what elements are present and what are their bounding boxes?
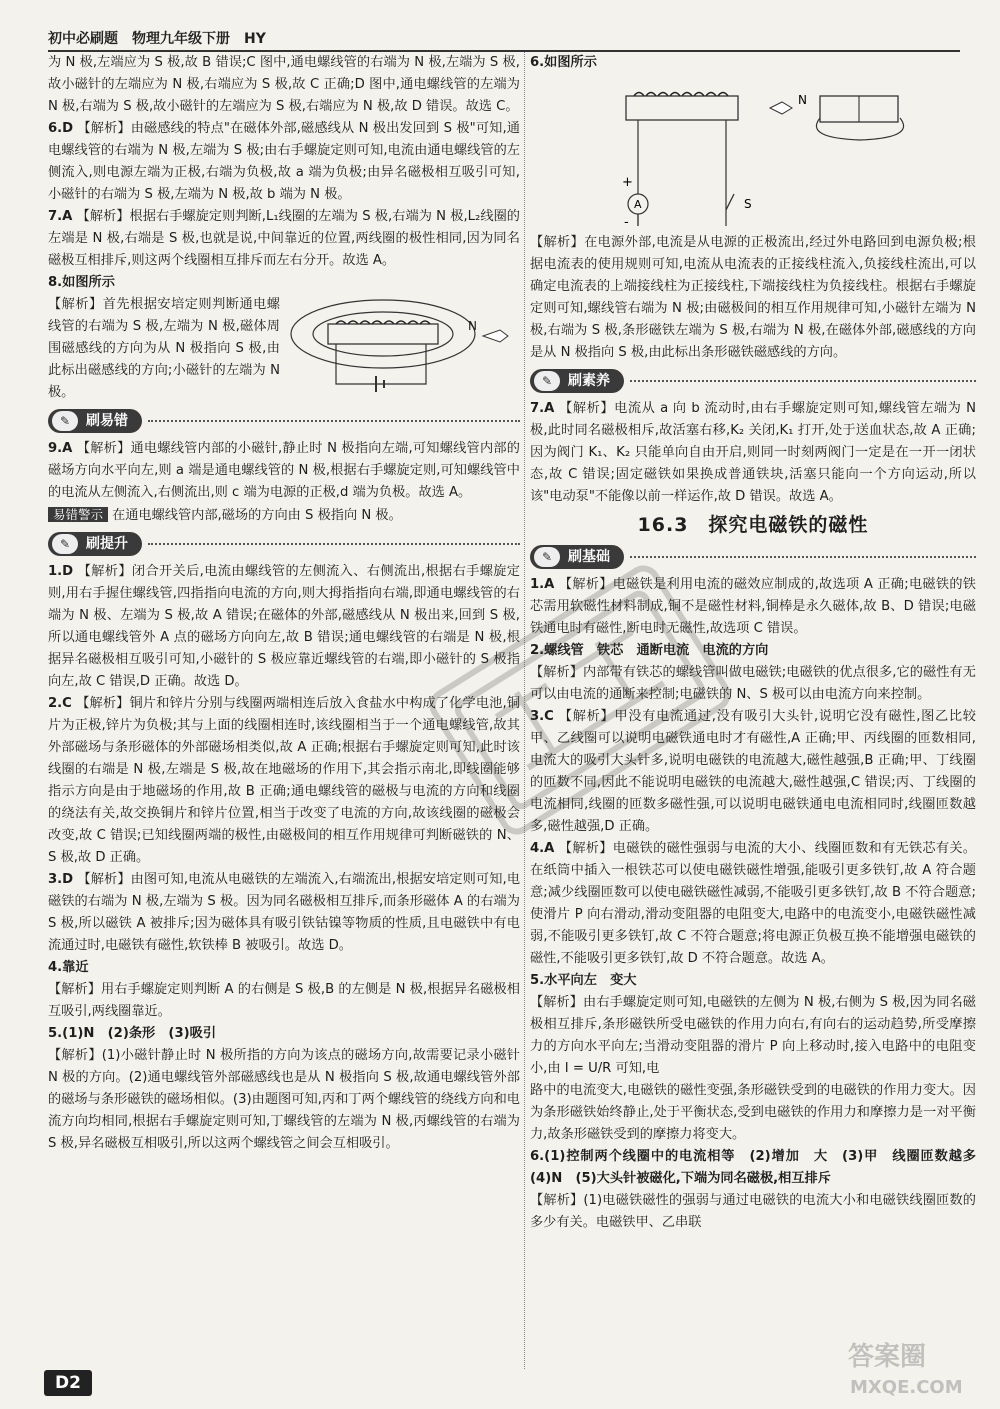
brush-icon: ✎: [52, 534, 78, 554]
answer-label: 9.A: [48, 441, 73, 456]
warning-note: [48, 504, 520, 527]
basic-answer-6-text: 【解析】(1)电磁铁磁性的强弱与通过电磁铁的电流大小和电磁铁线圈匝数的多少有关。电磁铁甲、乙串联: [530, 1193, 976, 1230]
brush-icon: ✎: [534, 371, 560, 391]
page-number: D2: [44, 1370, 92, 1396]
ammeter-label: A: [634, 198, 642, 211]
improve-answer-1: [48, 561, 520, 693]
answer-8-block: [48, 294, 520, 404]
literacy-answer-7: [530, 398, 976, 508]
plus-sign: +: [622, 175, 633, 190]
answer-8-title: 8.如图所示: [48, 275, 115, 290]
answer-label: 1.D: [48, 564, 74, 579]
basic-answer-3: [530, 706, 976, 838]
banner-easy-error: [48, 408, 520, 434]
answer-6: [48, 118, 520, 206]
paragraph-continued: 为 N 极,左端应为 S 极,故 B 错误;C 图中,通电螺线管的右端为 N 极,左端为 S 极,故小磁针的左端应为 N 极,右端应为 S 极,故 C 正确;D 图中,通电螺线管的左端为 N 极,右端为 S 极,故小磁针的左端应为 S 极,右端应为 N 极,故 D 错误。故选 C。: [48, 55, 520, 114]
improve-answer-3: [48, 869, 520, 957]
banner-basic: [530, 544, 976, 570]
improve-answer-4-label: 4.靠近: [48, 960, 89, 975]
left-column: [48, 52, 520, 1155]
banner-label: 刷基础: [568, 549, 610, 565]
right-column: [530, 52, 990, 1234]
basic-answer-2-label: 2.螺线管 铁芯 通断电流 电流的方向: [530, 643, 769, 658]
answer-text: 【解析】闭合开关后,电流由螺线管的左侧流入、右侧流出,根据右手螺旋定则,用右手握住螺线管,四指指向电流的方向,则大拇指指向右端,即通电螺线管的右端为 N 极、左端为 S 极,故 A 错误;在磁体的外部,磁感线从 N 极出来,回到 S 极,所以通电螺线管外 A 点的磁场方向向左,故 B 错误;通电螺线管的右端是 N 极,根据异名磁极相互吸引可知,小磁针的 S 极应靠近螺线管的右端,即小磁针的 S 极指向左,故 C 错误,D 正确。故选 D。: [48, 564, 520, 689]
answer-text: 【解析】由图可知,电流从电磁铁的左端流入,右端流出,根据安培定则可知,电磁铁的右端为 N 极,左端为 S 极。因为同名磁极相互排斥,而条形磁体 A 的右端为 S 极,所以磁铁 A 被排斥;因为磁体具有吸引铁钴镍等物质的性质,且电磁铁中有电流通过时,电磁铁有磁性,软铁棒 B 被吸引。故选 D。: [48, 872, 521, 953]
answer-6-text: 【解析】在电源外部,电流是从电源的正极流出,经过外电路回到电源负极;根据电流表的使用规则可知,电流从电流表的正接线柱流入,负接线柱流出,可以确定电流表的上端接线柱为正接线柱,下端接线柱为负接线柱。根据右手螺旋定则可知,螺线管右端为 N 极;由磁极间的相互作用规律可知,小磁针左端为 N 极,右端为 S 极,条形磁铁左端为 S 极,右端为 N 极,在磁体外部,磁感线的方向是从 N 极指向 S 极,由此标出条形磁铁磁感线的方向。: [530, 235, 976, 360]
page-header: [48, 28, 960, 48]
warning-tag: 易错警示: [48, 507, 108, 522]
figure-n-label: N: [468, 319, 477, 333]
banner-label: 刷素养: [568, 373, 610, 389]
minus-sign: -: [624, 215, 629, 226]
basic-answer-1: [530, 574, 976, 640]
improve-answer-5-text: 【解析】(1)小磁针静止时 N 极所指的方向为该点的磁场方向,故需要记录小磁针 N 极的方向。(2)通电螺线管外部磁感线也是从 N 极指向 S 极,故通电螺线管外部的磁场与条形磁铁的磁场相似。(3)由题图可知,丙和丁两个螺线管的绕线方向和电流方向均相同,根据右手螺旋定则可知,丁螺线管的左端为 N 极,丙螺线管的右端为 S 极,异名磁极互相吸引,所以这两个螺线管之间会互相吸引。: [48, 1048, 520, 1151]
answer-text: 【解析】根据右手螺旋定则判断,L₁线圈的左端为 S 极,右端为 N 极,L₂线圈的左端是 N 极,右端是 S 极,也就是说,中间靠近的位置,两线圈的极性相同,因为同名磁极互相排斥,则这两个线圈相互排斥而左右分开。故选 A。: [48, 209, 520, 268]
banner-literacy: [530, 368, 976, 394]
answer-text: 【解析】通电螺线管内部的小磁针,静止时 N 极指向左端,可知螺线管内部的磁场方向水平向左,则 a 端是通电螺线管的 N 极,根据右手螺旋定则,可知螺线管中的电流从左侧流入,右侧流出,则 c 端为电源的正极,d 端为负极。故选 A。: [48, 441, 520, 500]
solenoid-figure: [288, 294, 514, 404]
answer-text: 【解析】铜片和锌片分别与线圈两端相连后放入食盐水中构成了化学电池,铜片为正极,锌片为负极;其与上面的线圈相连时,该线圈相当于一个通电螺线管,故其外部磁场与条形磁体的外部磁场相类似,故 A 正确;根据右手螺旋定则可知,此时该线圈的右端是 N 极,左端是 S 极,故在地磁场的作用下,其会指示南北,即线圈能够指示方向是由于地磁场的作用,故 B 正确;通电螺线管的磁极与电流的方向和线圈的绕法有关,故交换铜片和锌片位置,相当于改变了电流的方向,故该线圈的磁极会改变,故 C 错误;已知线圈两端的极性,由磁极间的相互作用规律可判断磁铁的 N、S 极,故 D 正确。: [48, 696, 520, 865]
basic-answer-5-text-b: 路中的电流变大,电磁铁的磁性变强,条形磁铁受到的电磁铁的作用力变大。因为条形磁铁始终静止,处于平衡状态,受到电磁铁的作用力和摩擦力是一对平衡力,故条形磁铁受到的摩擦力将变大。: [530, 1083, 976, 1142]
banner-label: 刷提升: [86, 536, 128, 552]
answer-label: 1.A: [530, 577, 555, 592]
answer-text: 【解析】电流从 a 向 b 流动时,由右手螺旋定则可知,螺线管左端为 N 极,此时同名磁极相斥,故活塞右移,K₂ 关闭,K₁ 打开,处于送血状态,故 A 正确;因为阀门 K₁、K₂ 只能单向自由开启,则同一时刻两阀门一定是在一开一闭状态,故 C 错误;固定磁铁如果换成普通铁块,活塞只能向一个方向运动,所以该"电动泵"不能像以前一样运作,故 D 错误。故选 A。: [530, 401, 976, 504]
banner-label: 刷易错: [86, 413, 128, 429]
answer-text: 【解析】电磁铁的磁性强弱与电流的大小、线圈匝数和有无铁芯有关。在纸筒中插入一根铁芯可以使电磁铁磁性增强,能吸引更多铁钉,故 A 符合题意;减少线圈匝数可以使电磁铁磁性减弱,不能吸引更多铁钉,故 B 不符合题意;使滑片 P 向右滑动,滑动变阻器的电阻变大,电路中的电流变小,电磁铁磁性减弱,不能吸引更多铁钉,故 C 不符合题意;将电源正负极互换不能增强电磁铁的磁性,不能吸引更多铁钉,故 D 不符合题意。故选 A。: [530, 841, 976, 966]
basic-answer-5-text-a: 【解析】由右手螺旋定则可知,电磁铁的左侧为 N 极,右侧为 S 极,因为同名磁极相互排斥,条形磁铁所受电磁铁的作用力向右,有向右的运动趋势,所受摩擦力的方向水平向左;当滑动变阻器的滑片 P 向上移动时,接入电路中的电阻变小,由 I = U/R 可知,电: [530, 995, 976, 1076]
answer-8-text: 【解析】首先根据安培定则判断通电螺线管的右端为 S 极,左端为 N 极,磁体周围磁感线的方向为从 N 极指向 S 极,由此标出磁感线的方向;小磁针的左端为 N 极。: [48, 297, 280, 400]
brush-icon: ✎: [534, 547, 560, 567]
improve-answer-2: [48, 693, 520, 869]
answer-9: [48, 438, 520, 504]
answer-label: 7.A: [530, 401, 555, 416]
answer-text: 【解析】甲没有电流通过,没有吸引大头针,说明它没有磁性,图乙比较甲、乙线圈可以说明电磁铁通电时才有磁性,A 正确;甲、丙线圈的匝数相同,电流大的吸引大头针多,说明电磁铁的电流越大,磁性越强,B 正确;甲、丁线圈的匝数不同,因此不能说明电磁铁的电流越大,磁性越强,C 错误;丙、丁线圈的电流相同,线圈的匝数多磁性强,可以说明电磁铁通电电流相同时,线圈匝数越多,磁性越强,D 正确。: [530, 709, 976, 834]
answer-label: 6.D: [48, 121, 74, 136]
circuit-figure: [530, 76, 970, 226]
answer-label: 3.D: [48, 872, 74, 887]
site-watermark: [838, 1331, 988, 1401]
answer-label: 2.C: [48, 696, 72, 711]
basic-answer-6-label: 6.(1)控制两个线圈中的电流相等 (2)增加 大 (3)甲 线圈匝数越多 (4)N (5)大头针被磁化,下端为同名磁极,相互排斥: [530, 1149, 990, 1186]
answer-text: 【解析】电磁铁是利用电流的磁效应制成的,故选项 A 正确;电磁铁的铁芯需用软磁性材料制成,铜不是磁性材料,铜棒是永久磁体,故 B、D 错误;电磁铁通电时有磁性,断电时无磁性,故选项 C 错误。: [530, 577, 976, 636]
brush-icon: ✎: [52, 411, 78, 431]
improve-answer-4-text: 【解析】用右手螺旋定则判断 A 的右侧是 S 极,B 的左侧是 N 极,根据异名磁极相互吸引,两线圈靠近。: [48, 982, 520, 1019]
answer-label: 4.A: [530, 841, 555, 856]
header-title: 初中必刷题 物理九年级下册 HY: [48, 31, 266, 47]
section-title: 16.3 探究电磁铁的磁性: [637, 514, 869, 536]
watermark-top: 答案圈: [848, 1342, 927, 1372]
warning-text: 在通电螺线管内部,磁场的方向由 S 极指向 N 极。: [112, 508, 402, 523]
figure-n-label: N: [798, 93, 807, 107]
watermark-bottom: MXQE.COM: [850, 1377, 963, 1398]
answer-6-title: 6.如图所示: [530, 55, 597, 70]
basic-answer-4: [530, 838, 976, 970]
answer-label: 3.C: [530, 709, 554, 724]
improve-answer-5-label: 5.(1)N (2)条形 (3)吸引: [48, 1026, 217, 1041]
basic-answer-5-label: 5.水平向左 变大: [530, 973, 637, 988]
answer-7: [48, 206, 520, 272]
column-divider: [524, 52, 525, 1369]
basic-answer-2-text: 【解析】内部带有铁芯的螺线管叫做电磁铁;电磁铁的优点很多,它的磁性有无可以由电流的通断来控制;电磁铁的 N、S 极可以由电流方向来控制。: [530, 665, 976, 702]
answer-label: 7.A: [48, 209, 73, 224]
banner-improve: [48, 531, 520, 557]
switch-label: S: [744, 197, 752, 211]
answer-text: 【解析】由磁感线的特点"在磁体外部,磁感线从 N 极出发回到 S 极"可知,通电螺线管的右端为 N 极,左端为 S 极;由右手螺旋定则可知,电流由通电螺线管的左侧流入,则电源左端为正极,右端为负极,故 a 端为负极;由异名磁极相互吸引可知,小磁针的右端为 S 极,左端为 N 极,故 b 端为 N 极。: [48, 121, 520, 202]
